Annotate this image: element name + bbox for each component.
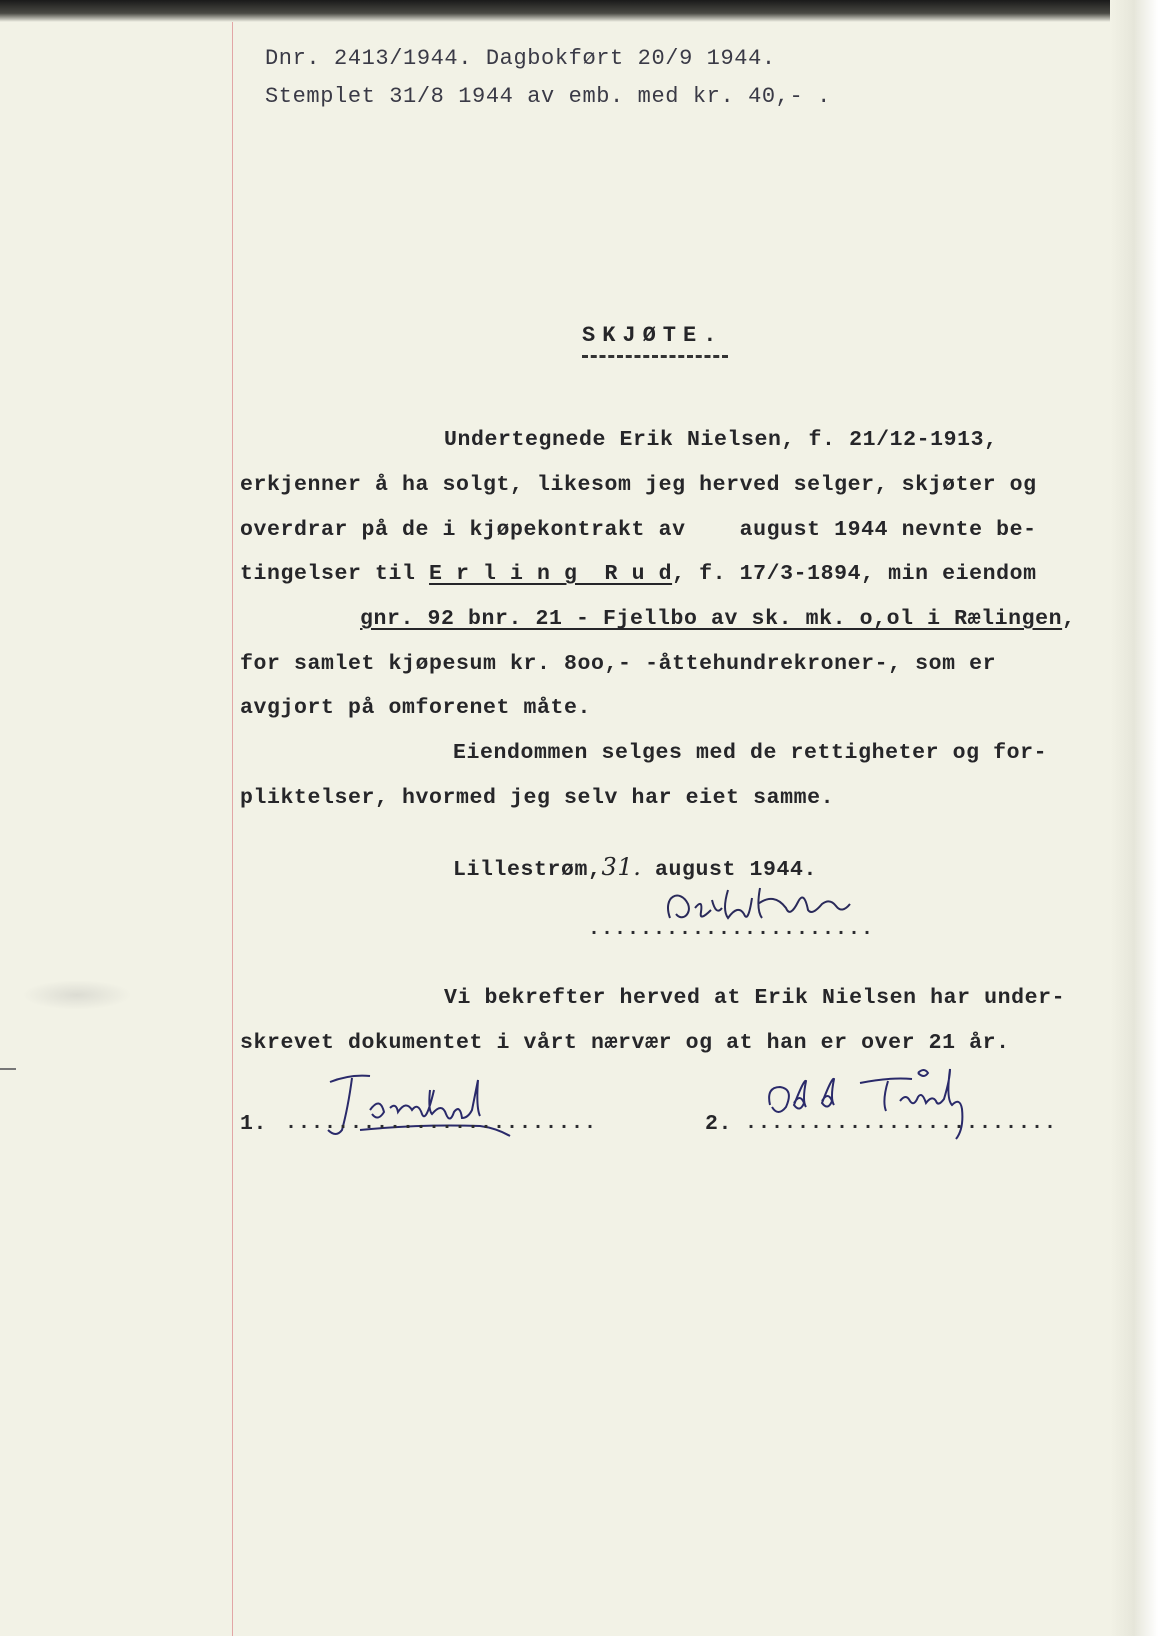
body-line: overdrar på de i kjøpekontrakt av august 1944 nevnte be- [240,518,1037,542]
witness-2-signature-line: ........................ [745,1112,1058,1135]
paper-smudge [22,980,132,1010]
buyer-name: E r l i n g R u d [429,562,673,586]
place: Lillestrøm, [453,858,602,882]
margin-tick [0,1068,16,1070]
witness-statement-line: skrevet dokumentet i vårt nærvær og at han er over 21 år. [240,1031,1010,1055]
body-line [360,607,1076,631]
margin-rule [232,22,233,1636]
title-underline [582,355,728,358]
witness-1-number: 1. [240,1112,268,1136]
body-line: Undertegnede Erik Nielsen, f. 21/12-1913, [444,428,998,452]
body-line: pliktelser, hvormed jeg selv har eiet samme. [240,786,835,810]
body-line: for samlet kjøpesum kr. 8oo,- -åttehundrekroner-, som er [240,652,997,676]
date-rest: august 1944. [641,858,818,882]
body-line: erkjenner å ha solgt, likesom jeg herved selger, skjøter og [240,473,1037,497]
witness-1-signature-line: ........................ [285,1112,598,1135]
body-line [240,562,1037,586]
handwritten-day: 31. [601,853,642,881]
body-text: tingelser til [240,562,430,586]
body-text: , [1062,607,1076,631]
body-line: avgjort på omforenet måte. [240,696,592,720]
witness-statement-line: Vi bekrefter herved at Erik Nielsen har under- [444,986,1066,1010]
document-title: SKJØTE. [582,323,724,348]
body-line: Eiendommen selges med de rettigheter og for- [453,741,1048,765]
scan-top-edge [0,0,1158,22]
witness-2-signature [750,1065,1010,1155]
body-text: , f. 17/3-1894, min eiendom [672,562,1037,586]
registration-line-1: Dnr. 2413/1944. Dagbokført 20/9 1944. [265,46,776,71]
scan-right-edge [1110,0,1158,1636]
witness-2-number: 2. [705,1112,733,1136]
property-description: gnr. 92 bnr. 21 - Fjellbo av sk. mk. o,ol i Rælingen [360,607,1063,631]
witness-1-signature [300,1060,560,1160]
seller-signature-line: ...................... [588,918,875,941]
registration-line-2: Stemplet 31/8 1944 av emb. med kr. 40,- . [265,84,831,109]
